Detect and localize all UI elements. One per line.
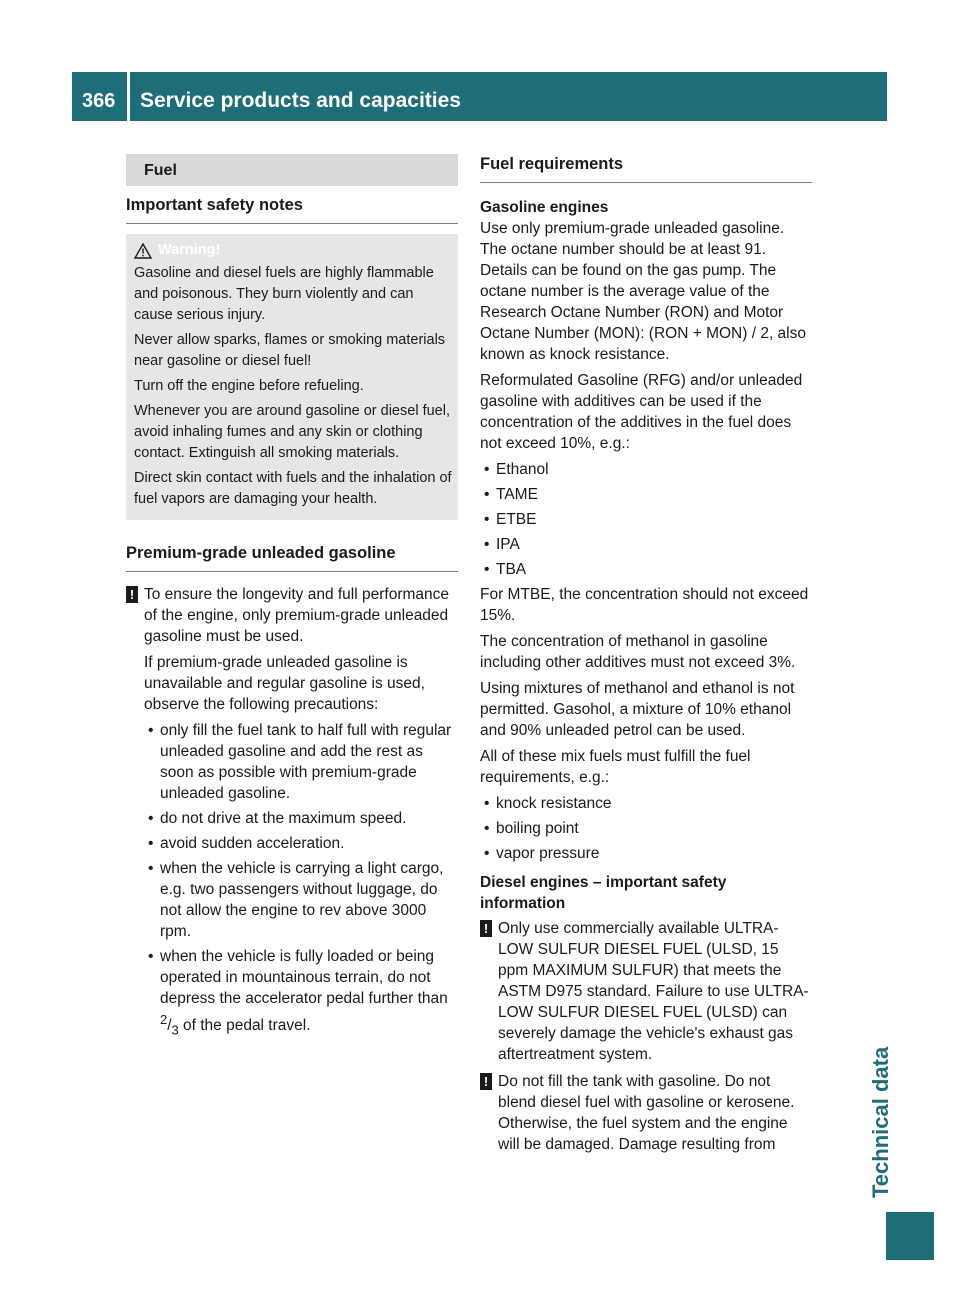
diesel-note: [480, 918, 812, 1065]
list-item: • TBA: [484, 559, 812, 580]
fraction-numerator: 2: [160, 1012, 168, 1027]
premium-paragraph: If premium-grade unleaded gasoline is unavailable and regular gasoline is used, observe the following precautions:: [144, 654, 425, 713]
methanol-paragraph: The concentration of methanol in gasoline including other additives must not exceed 3%.: [480, 633, 796, 671]
gasoline-paragraph: Use only premium-grade unleaded gasoline. The octane number should be at least 91. Details can be found on the gas pump. The octane number is the average value of the Research Octane Number (RON) and Motor Octane Number (MON): (RON + MON) / 2, also known as knock resistance.: [480, 220, 806, 363]
exclamation-icon: !: [480, 920, 492, 937]
list-item: • IPA: [484, 534, 812, 555]
header-divider: [127, 72, 130, 121]
diesel-note-text: Only use commercially available ULTRA-LOW SULFUR DIESEL FUEL (ULSD, 15 ppm MAXIMUM SULFUR) that meets the ASTM D975 standard. Failure to use ULTRA-LOW SULFUR DIESEL FUEL (ULSD) can severely damage the vehicle's exhaust gas aftertreatment system.: [498, 920, 809, 1063]
side-tab-marker: [886, 1212, 934, 1260]
premium-heading: Premium-grade unleaded gasoline: [126, 534, 458, 572]
mix-fuels-paragraph: All of these mix fuels must fulfill the fuel requirements, e.g.:: [480, 748, 751, 786]
page-number: 366: [82, 90, 116, 112]
exclamation-icon: !: [126, 586, 138, 603]
warning-triangle-icon: [134, 243, 152, 259]
list-item: • boiling point: [484, 818, 812, 839]
gasoline-paragraph: Reformulated Gasoline (RFG) and/or unleaded gasoline with additives can be used if the concentration of the additives in the fuel does not exceed 10%, e.g.:: [480, 372, 803, 452]
diesel-note-text: Do not fill the tank with gasoline. Do not blend diesel fuel with gasoline or kerosene. Otherwise, the fuel system and the engine will be damaged. Damage resulting from: [498, 1073, 795, 1153]
warning-label: Warning!: [158, 242, 221, 258]
list-item: • do not drive at the maximum speed.: [148, 808, 458, 829]
list-item: • ETBE: [484, 509, 812, 530]
list-item: • when the vehicle is fully loaded or being operated in mountainous terrain, do not depress the accelerator pedal further than $^2/_3$ of the pedal travel.: [148, 946, 458, 1040]
mixtures-paragraph: Using mixtures of methanol and ethanol is not permitted. Gasohol, a mixture of 10% ethanol and 90% unleaded petrol can be used.: [480, 680, 795, 739]
page-title: Service products and capacities: [140, 89, 461, 112]
list-item: • knock resistance: [484, 793, 812, 814]
list-item: • vapor pressure: [484, 843, 812, 864]
warning-box: [126, 234, 458, 520]
right-column: [480, 150, 812, 1160]
list-item: • when the vehicle is carrying a light cargo, e.g. two passengers without luggage, do not allow the engine to rev above 3000 rpm.: [148, 858, 458, 942]
safety-notes-heading: Important safety notes: [126, 186, 458, 224]
list-item: • only fill the fuel tank to half full with regular unleaded gasoline and add the rest as soon as possible with premium-grade unleaded gasoline.: [148, 720, 458, 804]
list-item: • TAME: [484, 484, 812, 505]
warning-paragraph: Whenever you are around gasoline or diesel fuel, avoid inhaling fumes and any skin or clothing contact. Extinguish all smoking materials.: [134, 403, 450, 461]
left-column: [126, 150, 458, 1044]
premium-note: [126, 584, 458, 647]
fraction-suffix: of the pedal travel.: [178, 1017, 311, 1035]
diesel-heading: Diesel engines – important safety information: [480, 874, 727, 912]
premium-body: [126, 652, 458, 1040]
additives-list: [484, 459, 812, 580]
fuel-requirements-heading: Fuel requirements: [480, 150, 812, 183]
premium-note-text: To ensure the longevity and full performance of the engine, only premium-grade unleaded gasoline must be used.: [144, 586, 450, 645]
gasoline-heading: Gasoline engines: [480, 199, 609, 216]
mtbe-paragraph: For MTBE, the concentration should not exceed 15%.: [480, 586, 809, 624]
list-item-text: when the vehicle is fully loaded or being operated in mountainous terrain, do not depress the accelerator pedal further than: [160, 948, 448, 1007]
precaution-list: [148, 720, 458, 1040]
diesel-note: [480, 1071, 812, 1155]
warning-title: [134, 240, 452, 261]
warning-paragraph: Turn off the engine before refueling.: [134, 378, 364, 394]
list-item: • avoid sudden acceleration.: [148, 833, 458, 854]
requirements-list: [484, 793, 812, 864]
list-item: • Ethanol: [484, 459, 812, 480]
exclamation-icon: !: [480, 1073, 492, 1090]
warning-paragraph: Direct skin contact with fuels and the inhalation of fuel vapors are damaging your health.: [134, 470, 452, 507]
fuel-heading: Fuel: [126, 154, 458, 186]
fraction-denominator: 3: [171, 1022, 179, 1038]
side-tab-label: Technical data: [868, 1046, 893, 1198]
warning-paragraph: Gasoline and diesel fuels are highly flammable and poisonous. They burn violently and can cause serious injury.: [134, 265, 434, 323]
warning-paragraph: Never allow sparks, flames or smoking materials near gasoline or diesel fuel!: [134, 332, 446, 369]
